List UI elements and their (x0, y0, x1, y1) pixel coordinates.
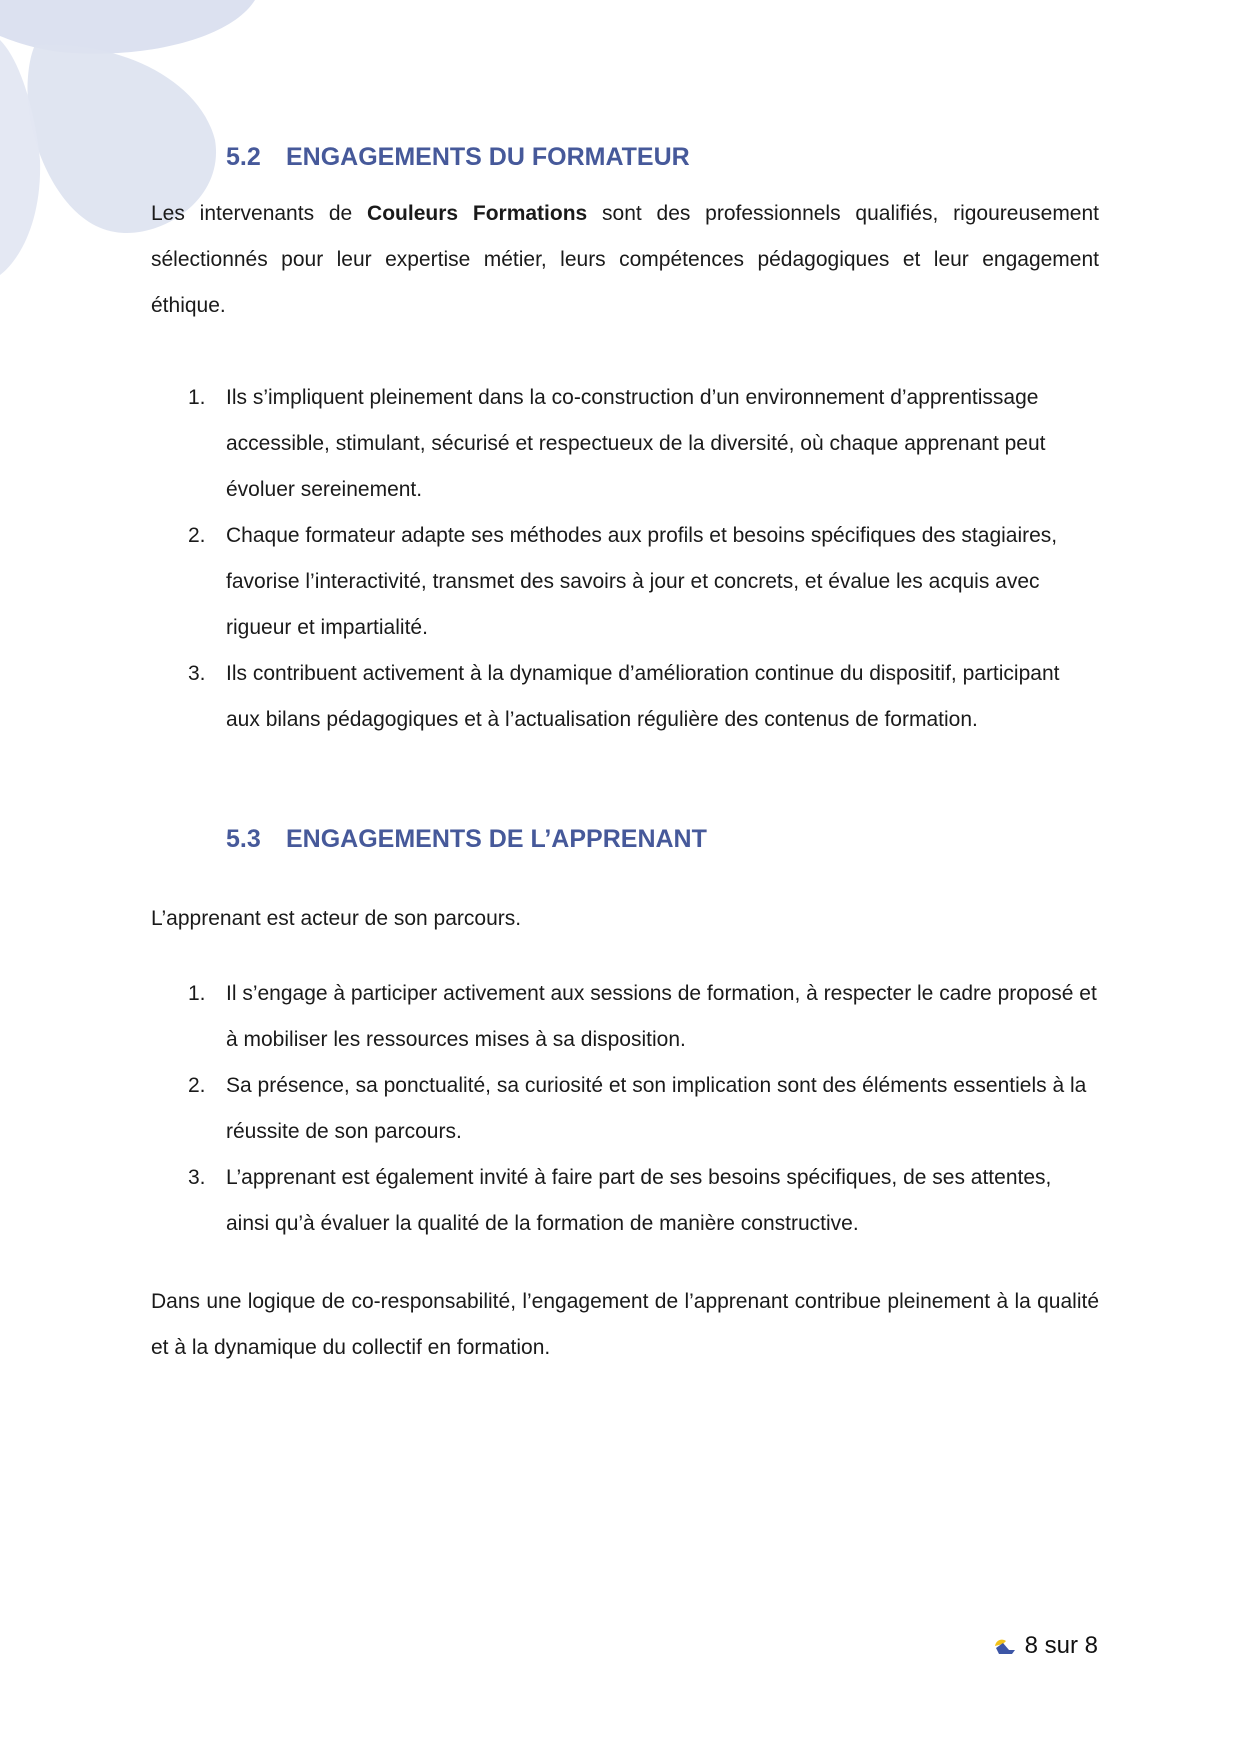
apprenant-intro: L’apprenant est acteur de son parcours. (151, 907, 522, 930)
list-item (151, 375, 1099, 513)
list-item-text: Chaque formateur adapte ses méthodes aux profils et besoins spécifiques des stagiaires, favorise l’interactivité, transmet des savoirs à jour et concrets, et évalue les acquis avec rigueur et impartialité. (226, 524, 1058, 639)
list-item-text: Ils contribuent activement à la dynamique d’amélioration continue du dispositif, participant aux bilans pédagogiques et à l’actualisation régulière des contenus de formation. (226, 662, 1060, 731)
section-title: ENGAGEMENTS DU FORMATEUR (286, 143, 690, 171)
couleurs-formations-logo-icon (993, 1636, 1017, 1656)
page-footer (993, 1632, 1098, 1660)
company-name: Couleurs Formations (367, 202, 588, 225)
list-item-text: Il s’engage à participer activement aux sessions de formation, à respecter le cadre proposé et à mobiliser les ressources mises à sa disposition. (226, 982, 1097, 1051)
section-number: 5.2 (226, 143, 261, 171)
list-item-number: 2. (188, 524, 206, 547)
list-item (151, 1155, 1099, 1247)
intro-text-start: Les intervenants de (151, 202, 368, 225)
list-item-number: 3. (188, 1166, 206, 1189)
formateur-commitments-list (151, 375, 1099, 743)
list-item-number: 3. (188, 662, 206, 685)
list-item (151, 651, 1099, 743)
intro-text-end: sont des professionnels qualifiés, rigoureusement sélectionnés pour leur expertise métier, leurs compétences pédagogiques et leur engagement éthique. (151, 202, 1100, 317)
section-heading-5-3 (226, 825, 707, 854)
section-heading-5-2 (226, 143, 690, 172)
section-number: 5.3 (226, 825, 261, 853)
page-number: 8 sur 8 (1024, 1632, 1098, 1659)
list-item-text: Sa présence, sa ponctualité, sa curiosité et son implication sont des éléments essentiels à la réussite de son parcours. (226, 1074, 1087, 1143)
list-item-number: 1. (188, 386, 206, 409)
list-item-text: L’apprenant est également invité à faire part de ses besoins spécifiques, de ses attentes, ainsi qu’à évaluer la qualité de la formation de manière constructive. (226, 1166, 1052, 1235)
list-item (151, 513, 1099, 651)
list-item (151, 1063, 1099, 1155)
list-item-text: Ils s’impliquent pleinement dans la co-construction d’un environnement d’apprentissage accessible, stimulant, sécurisé et respectueux de la diversité, où chaque apprenant peut évoluer sereinement. (226, 386, 1046, 501)
list-item (151, 971, 1099, 1063)
formateur-intro (151, 191, 1099, 329)
apprenant-commitments-list (151, 971, 1099, 1247)
section-title: ENGAGEMENTS DE L’APPRENANT (286, 825, 707, 853)
list-item-number: 1. (188, 982, 206, 1005)
conclusion-paragraph: Dans une logique de co-responsabilité, l’engagement de l’apprenant contribue pleinement à la qualité et à la dynamique du collectif en formation. (151, 1290, 1099, 1359)
list-item-number: 2. (188, 1074, 206, 1097)
